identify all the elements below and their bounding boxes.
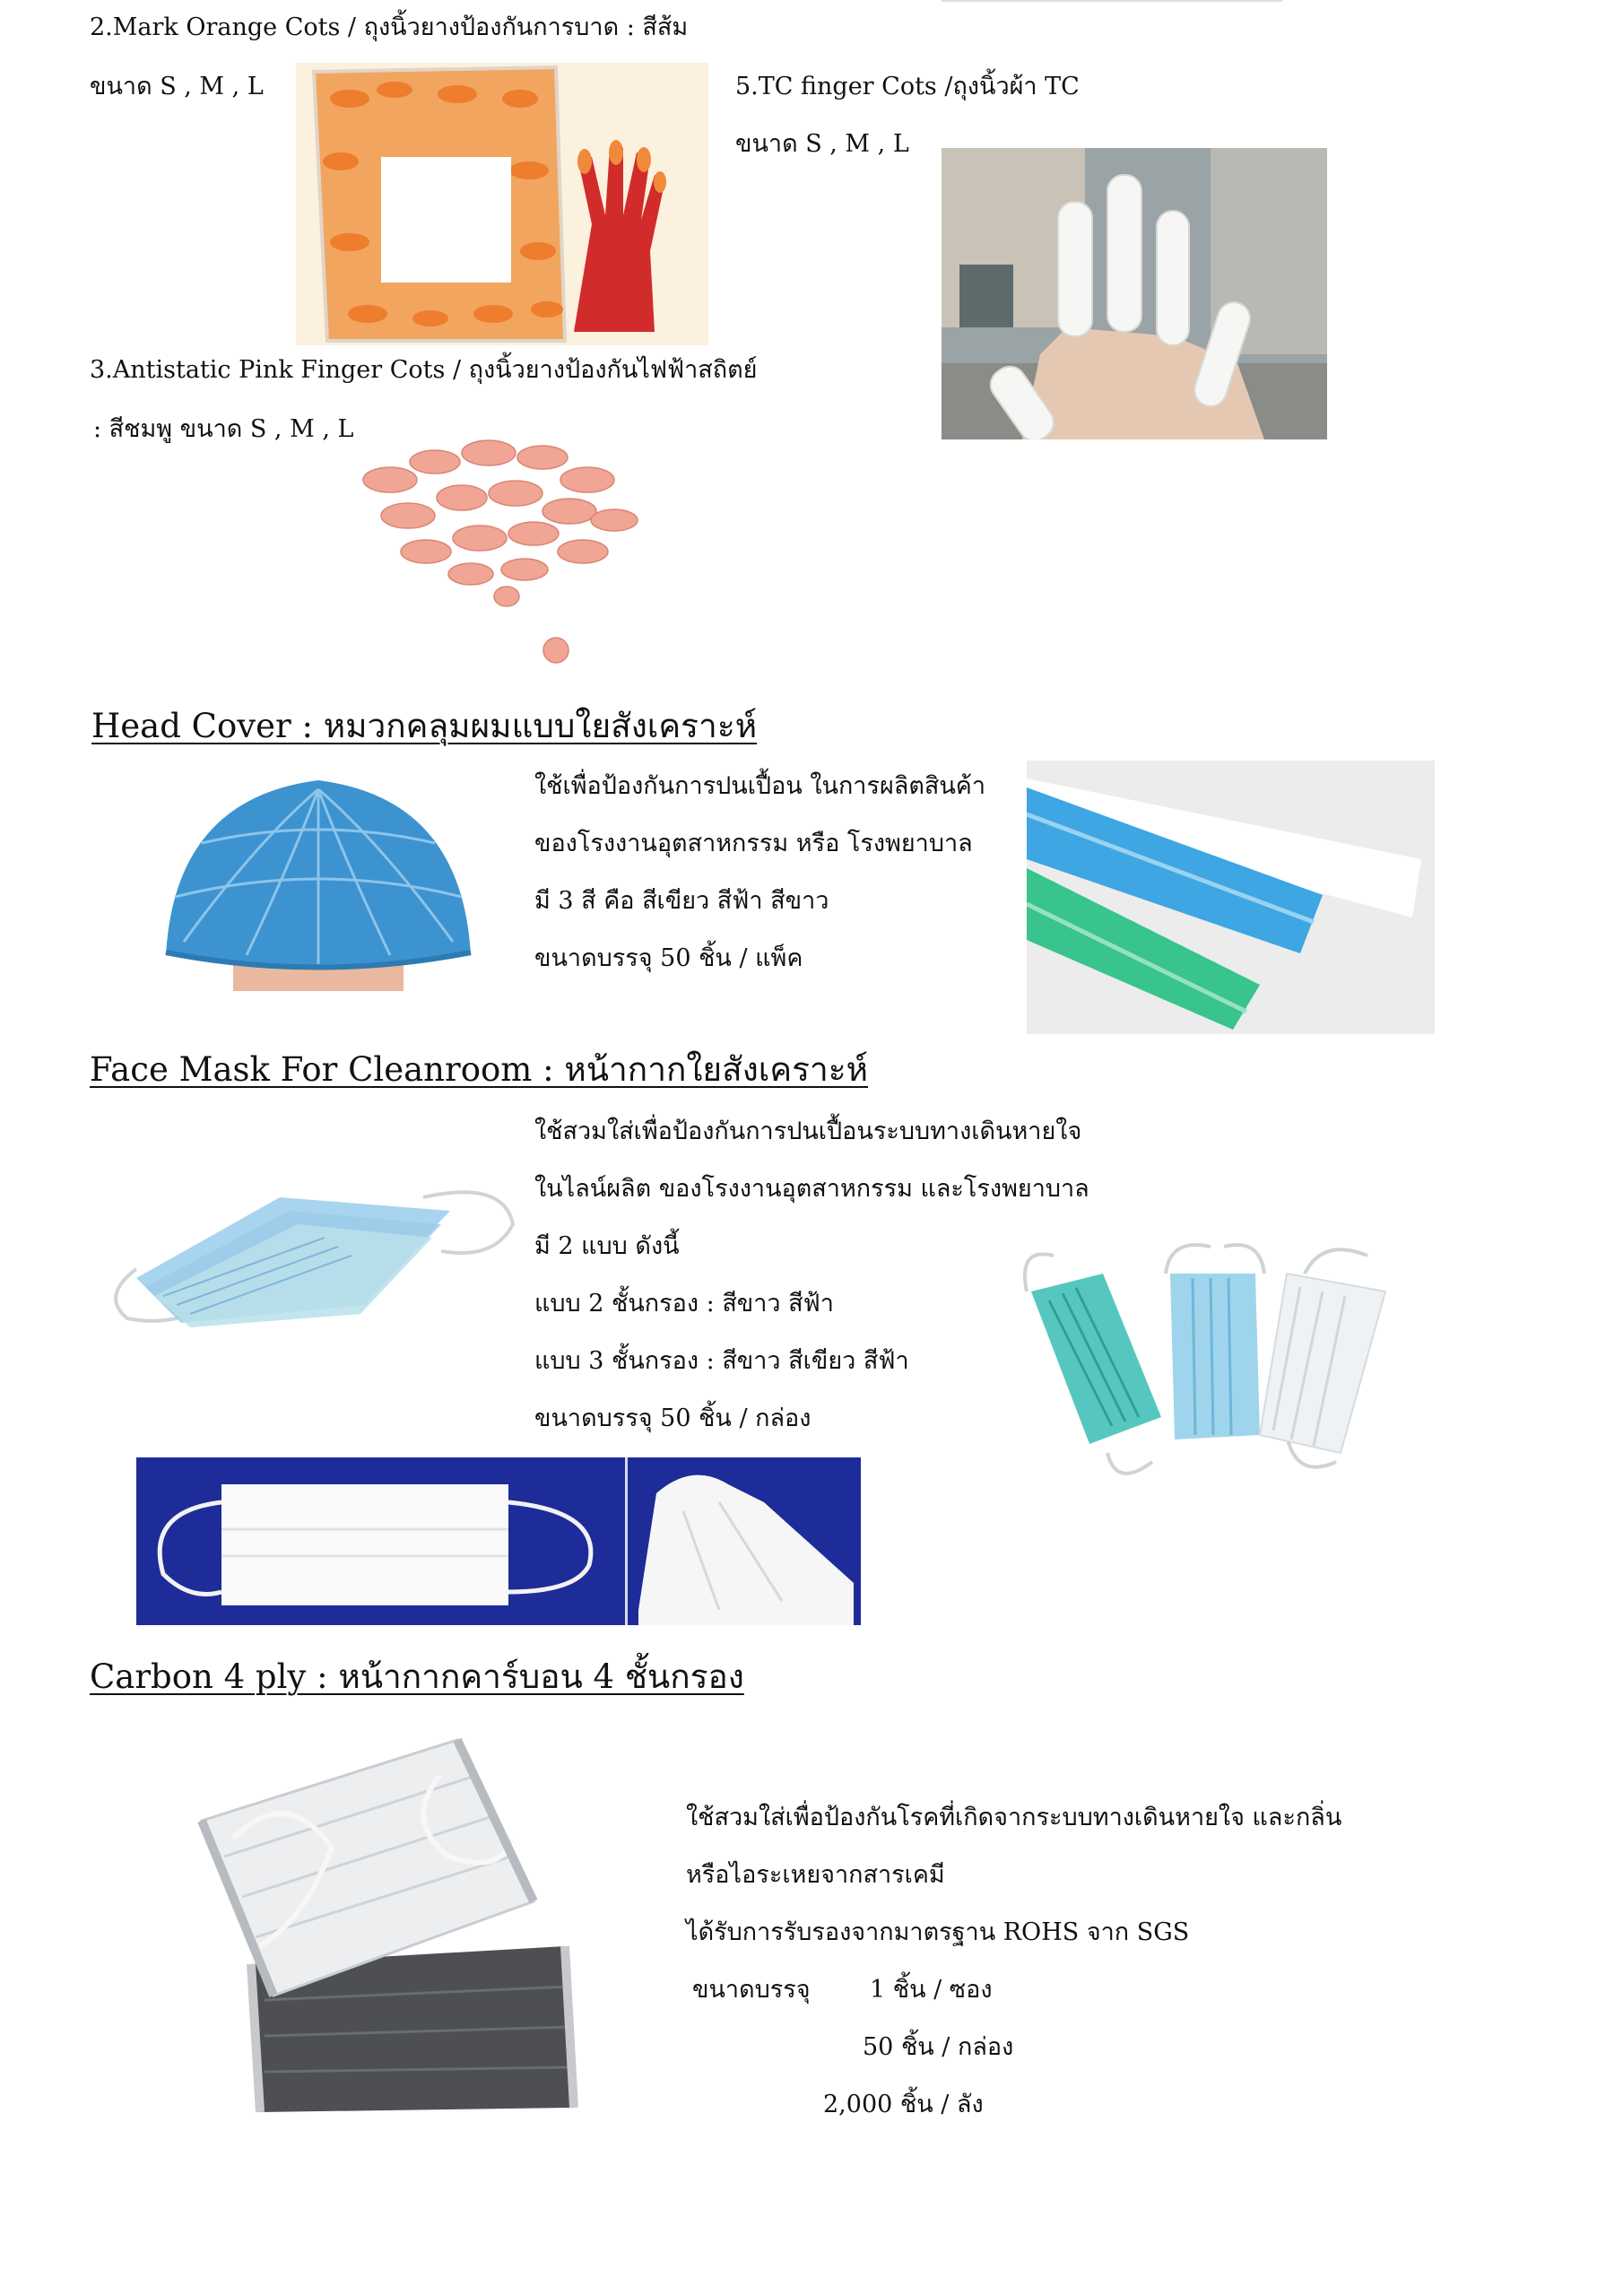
item3-size: : สีชมพู ขนาด S , M , L	[93, 415, 354, 443]
face-mask-line-6: ขนาดบรรจุ 50 ชิ้น / กล่อง	[534, 1405, 812, 1432]
face-mask-blue-background-photo	[136, 1457, 861, 1625]
head-cover-line-2: ของโรงงานอุตสาหกรรม หรือ โรงพยาบาล	[534, 830, 973, 857]
face-mask-line-1: ใช้สวมใส่เพื่อป้องกันการปนเปื้อนระบบทางเดินหายใจ	[534, 1118, 1082, 1145]
carbon-pack-3: 2,000 ชิ้น / ลัง	[823, 2091, 984, 2118]
pink-cots-photo	[354, 408, 650, 682]
tc-cots-photo	[942, 148, 1327, 439]
item5-title: 5.TC finger Cots /ถุงนิ้วผ้า TC	[735, 73, 1080, 100]
carbon-line-2: หรือไอระเหยจากสารเคมี	[686, 1861, 945, 1889]
carbon-line-1: ใช้สวมใส่เพื่อป้องกันโรคที่เกิดจากระบบทางเดินหายใจ และกลิ่น	[686, 1804, 1342, 1831]
face-mask-line-5: แบบ 3 ชั้นกรอง : สีขาว สีเขียว สีฟ้า	[534, 1347, 909, 1375]
carbon-pack-1: 1 ชิ้น / ซอง	[870, 1976, 993, 2004]
face-mask-three-colors-photo	[1018, 1238, 1399, 1489]
head-cover-photo	[148, 762, 484, 991]
orange-cots-photo	[296, 63, 708, 345]
face-mask-line-2: ในไลน์ผลิต ของโรงงานอุตสาหกรรม และโรงพยาบาล	[534, 1175, 1089, 1203]
carbon-line-3: ได้รับการรับรองจากมาตรฐาน ROHS จาก SGS	[686, 1918, 1190, 1946]
face-mask-heading: Face Mask For Cleanroom : หน้ากากใยสังเคราะห์	[90, 1050, 869, 1089]
item3-title: 3.Antistatic Pink Finger Cots / ถุงนิ้วยางป้องกันไฟฟ้าสถิตย์	[90, 356, 758, 384]
top-divider	[942, 0, 1282, 2]
carbon-pack-label: ขนาดบรรจุ	[692, 1976, 811, 2004]
face-mask-line-4: แบบ 2 ชั้นกรอง : สีขาว สีฟ้า	[534, 1290, 834, 1318]
head-cover-packs-photo	[1027, 761, 1435, 1034]
head-cover-heading: Head Cover : หมวกคลุมผมแบบใยสังเคราะห์	[91, 707, 758, 745]
item2-title: 2.Mark Orange Cots / ถุงนิ้วยางป้องกันการบาด : สีส้ม	[90, 13, 689, 41]
carbon-heading: Carbon 4 ply : หน้ากากคาร์บอน 4 ชั้นกรอง	[90, 1657, 744, 1696]
face-mask-line-3: มี 2 แบบ ดังนี้	[534, 1232, 680, 1260]
head-cover-line-3: มี 3 สี คือ สีเขียว สีฟ้า สีขาว	[534, 887, 829, 915]
face-mask-stack-photo	[100, 1161, 522, 1332]
carbon-mask-photo	[188, 1722, 583, 2117]
item2-size: ขนาด S , M , L	[90, 73, 264, 100]
carbon-pack-2: 50 ชิ้น / กล่อง	[863, 2033, 1014, 2061]
head-cover-line-4: ขนาดบรรจุ 50 ชิ้น / แพ็ค	[534, 944, 803, 972]
item5-size: ขนาด S , M , L	[735, 130, 909, 158]
head-cover-line-1: ใช้เพื่อป้องกันการปนเปื้อน ในการผลิตสินค้า	[534, 772, 986, 800]
